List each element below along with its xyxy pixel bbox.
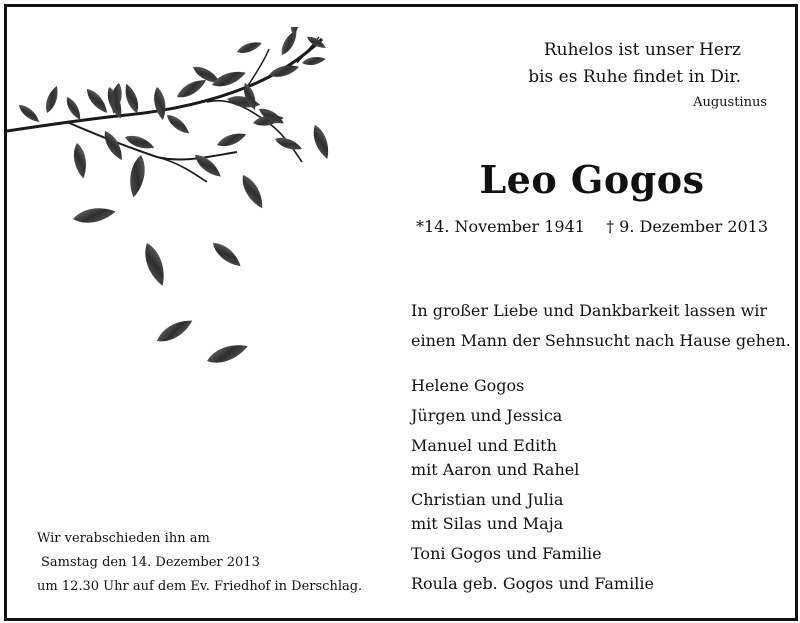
- tribute-line-2: einen Mann der Sehnsucht nach Hause gehen.: [411, 331, 791, 350]
- quote-author: Augustinus: [693, 95, 767, 110]
- quote-line-2: bis es Ruhe findet in Dir.: [528, 67, 741, 87]
- mourner-name: Helene Gogos: [411, 376, 525, 395]
- mourner-entry: [411, 404, 791, 428]
- notice-frame: [4, 4, 798, 621]
- mourner-name: Manuel und Edith: [411, 436, 557, 455]
- mourner-entry: [411, 572, 791, 596]
- mourner-entry: [411, 434, 791, 482]
- epigraph-quote: [467, 37, 767, 111]
- funeral-line-1: Wir verabschieden ihn am: [37, 531, 210, 546]
- mourner-subline: mit Silas und Maja: [411, 514, 564, 533]
- mourner-entry: [411, 374, 791, 398]
- branch-with-falling-leaves-illustration: [7, 27, 347, 387]
- mourner-entry: [411, 488, 791, 536]
- mourner-name: Roula geb. Gogos und Familie: [411, 574, 654, 593]
- tribute-text: [411, 296, 791, 356]
- funeral-details: [37, 527, 377, 599]
- death-date: † 9. Dezember 2013: [606, 217, 769, 236]
- birth-date: *14. November 1941: [415, 217, 585, 236]
- tribute-line-1: In großer Liebe und Dankbarkeit lassen wir: [411, 301, 768, 320]
- notice-content: [7, 7, 795, 618]
- mourner-name: Toni Gogos und Familie: [411, 544, 602, 563]
- mourner-entry: [411, 542, 791, 566]
- funeral-line-2: Samstag den 14. Dezember 2013: [41, 555, 260, 570]
- mourners-list: [411, 374, 791, 602]
- deceased-name: Leo Gogos: [479, 157, 705, 202]
- life-dates: [407, 217, 777, 236]
- quote-line-1: Ruhelos ist unser Herz: [543, 40, 741, 60]
- mourner-name: Christian und Julia: [411, 490, 564, 509]
- mourner-name: Jürgen und Jessica: [411, 406, 563, 425]
- mourner-subline: mit Aaron und Rahel: [411, 460, 580, 479]
- funeral-line-3: um 12.30 Uhr auf dem Ev. Friedhof in Derschlag.: [37, 579, 363, 594]
